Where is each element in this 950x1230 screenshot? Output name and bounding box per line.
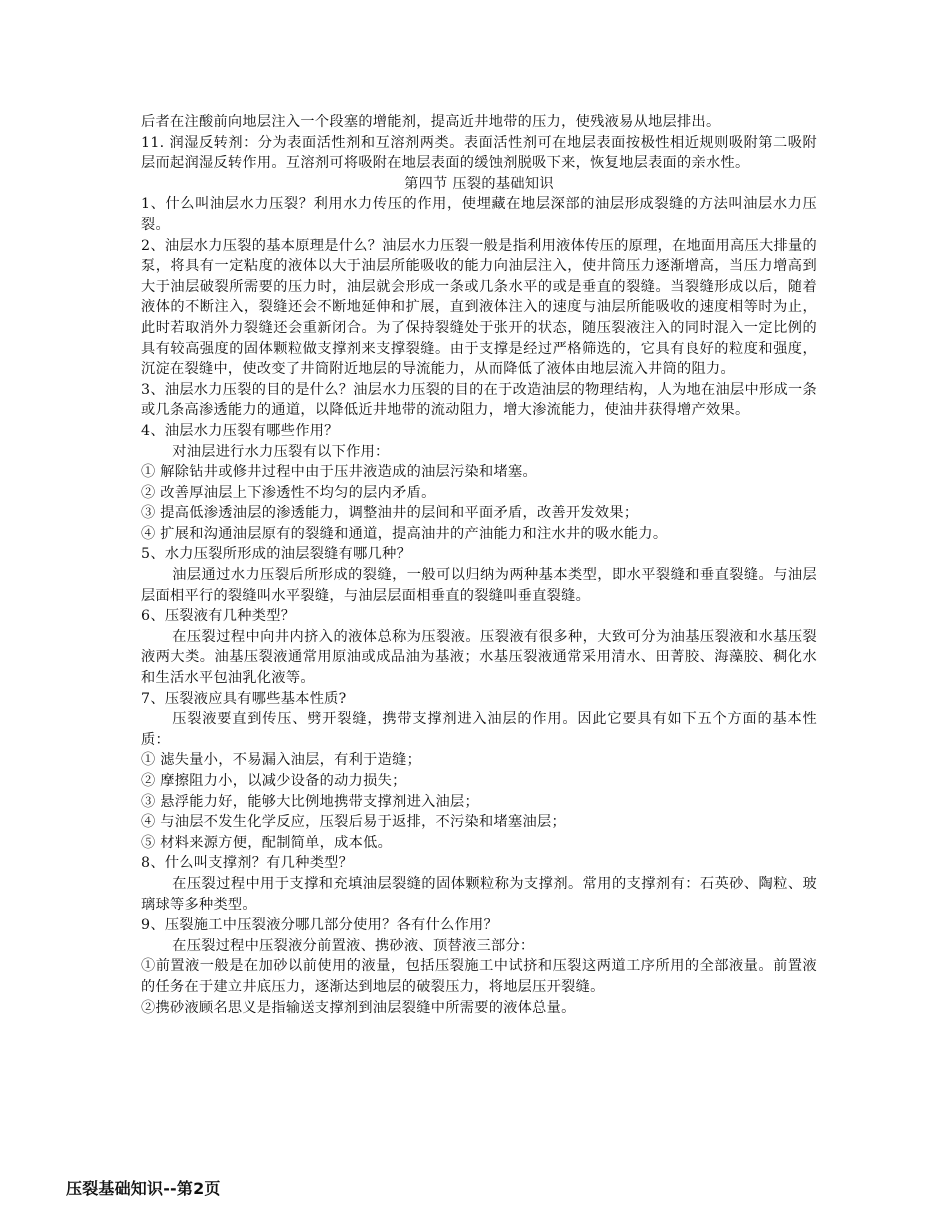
paragraph: 9、压裂施工中压裂液分哪几部分使用？各有什么作用？ [141, 917, 499, 934]
paragraph: 5、水力压裂所形成的油层裂缝有哪几种？ [141, 546, 412, 563]
paragraph: 油层通过水力压裂后所形成的裂缝，一般可以归纳为两种基本类型，即水平裂缝和垂直裂缝。与油层层面相平行的裂缝叫水平裂缝，与油层层面相垂直的裂缝叫垂直裂缝。 [141, 567, 817, 604]
paragraph: 1、什么叫油层水力压裂？利用水力传压的作用，使埋藏在地层深部的油层形成裂缝的方法叫油层水力压裂。 [141, 196, 817, 233]
paragraph: 在压裂过程中用于支撑和充填油层裂缝的固体颗粒称为支撑剂。常用的支撑剂有：石英砂、陶粒、玻璃球等多种类型。 [141, 875, 817, 913]
paragraph: 2、油层水力压裂的基本原理是什么？油层水力压裂一般是指利用液体传压的原理，在地面用高压大排量的泵，将具有一定粘度的液体以大于油层所能吸收的能力向油层注入，使井筒压力逐渐增高，当压力增高到大于油层破裂所需要的压力时，油层就会形成一条或几条水平的或是垂直的裂缝。当裂缝形成以后，随着液体的不断注入，裂缝还会不断地延伸和扩展，直到液体注入的速度与油层所能吸收的速度相等时为止，此时若取消外力裂缝还会重新闭合。为了保持裂缝处于张开的状态，随压裂液注入的同时混入一定比例的具有较高强度的固体颗粒做支撑剂来支撑裂缝。由于支撑是经过严格筛选的，它具有良好的粒度和强度，沉淀在裂缝中，使改变了井筒附近地层的导流能力，从而降低了液体由地层流入井筒的阻力。 [141, 237, 817, 378]
paragraph: 7、压裂液应具有哪些基本性质? [141, 690, 347, 707]
paragraph: ② 改善厚油层上下渗透性不均匀的层内矛盾。 [141, 484, 436, 501]
section-heading: 第四节 压裂的基础知识 [404, 175, 554, 192]
paragraph: ①前置液一般是在加砂以前使用的液量，包括压裂施工中试挤和压裂这两道工序所用的全部液量。前置液的任务在于建立井底压力，逐渐达到地层的破裂压力，将地层压开裂缝。 [141, 958, 817, 995]
paragraph: 在压裂过程中向井内挤入的液体总称为压裂液。压裂液有很多种，大致可分为油基压裂液和水基压裂液两大类。油基压裂液通常用原油或成品油为基液；水基压裂液通常采用清水、田菁胶、海藻胶、稠化水和生活水平包油乳化液等。 [141, 628, 817, 687]
paragraph: 11. 润湿反转剂：分为表面活性剂和互溶剂两类。表面活性剂可在地层表面按极性相近规则吸附第二吸附层而起润湿反转作用。互溶剂可将吸附在地层表面的缓蚀剂脱吸下来，恢复地层表面的亲水性。 [141, 134, 817, 172]
paragraph: ② 摩擦阻力小，以减少设备的动力损失； [141, 773, 407, 789]
document-body [141, 112, 817, 1018]
paragraph: ④ 扩展和沟通油层原有的裂缝和通道，提高油井的产油能力和注水井的吸水能力。 [141, 525, 668, 542]
paragraph: ① 解除钻井或修井过程中由于压井液造成的油层污染和堵塞。 [141, 464, 537, 481]
paragraph: ④ 与油层不发生化学反应，压裂后易于返排，不污染和堵塞油层； [141, 814, 566, 831]
paragraph: ① 滤失量小，不易漏入油层，有利于造缝； [141, 752, 422, 769]
page-footer: 压裂基础知识--第2页 [66, 1179, 221, 1198]
paragraph: 8、什么叫支撑剂？有几种类型？ [141, 855, 354, 872]
paragraph: 压裂液要直到传压、劈开裂缝，携带支撑剂进入油层的作用。因此它要具有如下五个方面的基本性质： [141, 711, 817, 748]
paragraph: 在压裂过程中压裂液分前置液、携砂液、顶替液三部分： [172, 937, 535, 954]
paragraph: ③ 提高低渗透油层的渗透能力，调整油井的层间和平面矛盾，改善开发效果； [141, 505, 639, 522]
paragraph: 3、油层水力压裂的目的是什么？油层水力压裂的目的在于改造油层的物理结构，人为地在油层中形成一条或几条高渗透能力的通道，以降低近井地带的流动阻力，增大渗流能力，使油井获得增产效果。 [141, 381, 817, 419]
paragraph: ②携砂液顾名思义是指输送支撑剂到油层裂缝中所需要的液体总量。 [141, 999, 576, 1016]
paragraph: 对油层进行水力压裂有以下作用： [172, 443, 390, 460]
paragraph: 6、压裂液有几种类型？ [141, 608, 296, 625]
paragraph: 4、油层水力压裂有哪些作用？ [141, 422, 339, 439]
paragraph: ⑤ 材料来源方便，配制简单，成本低。 [141, 834, 393, 851]
paragraph: 后者在注酸前向地层注入一个段塞的增能剂，提高近井地带的压力，使残液易从地层排出。 [141, 114, 721, 130]
paragraph: ③ 悬浮能力好，能够大比例地携带支撑剂进入油层； [141, 793, 480, 810]
